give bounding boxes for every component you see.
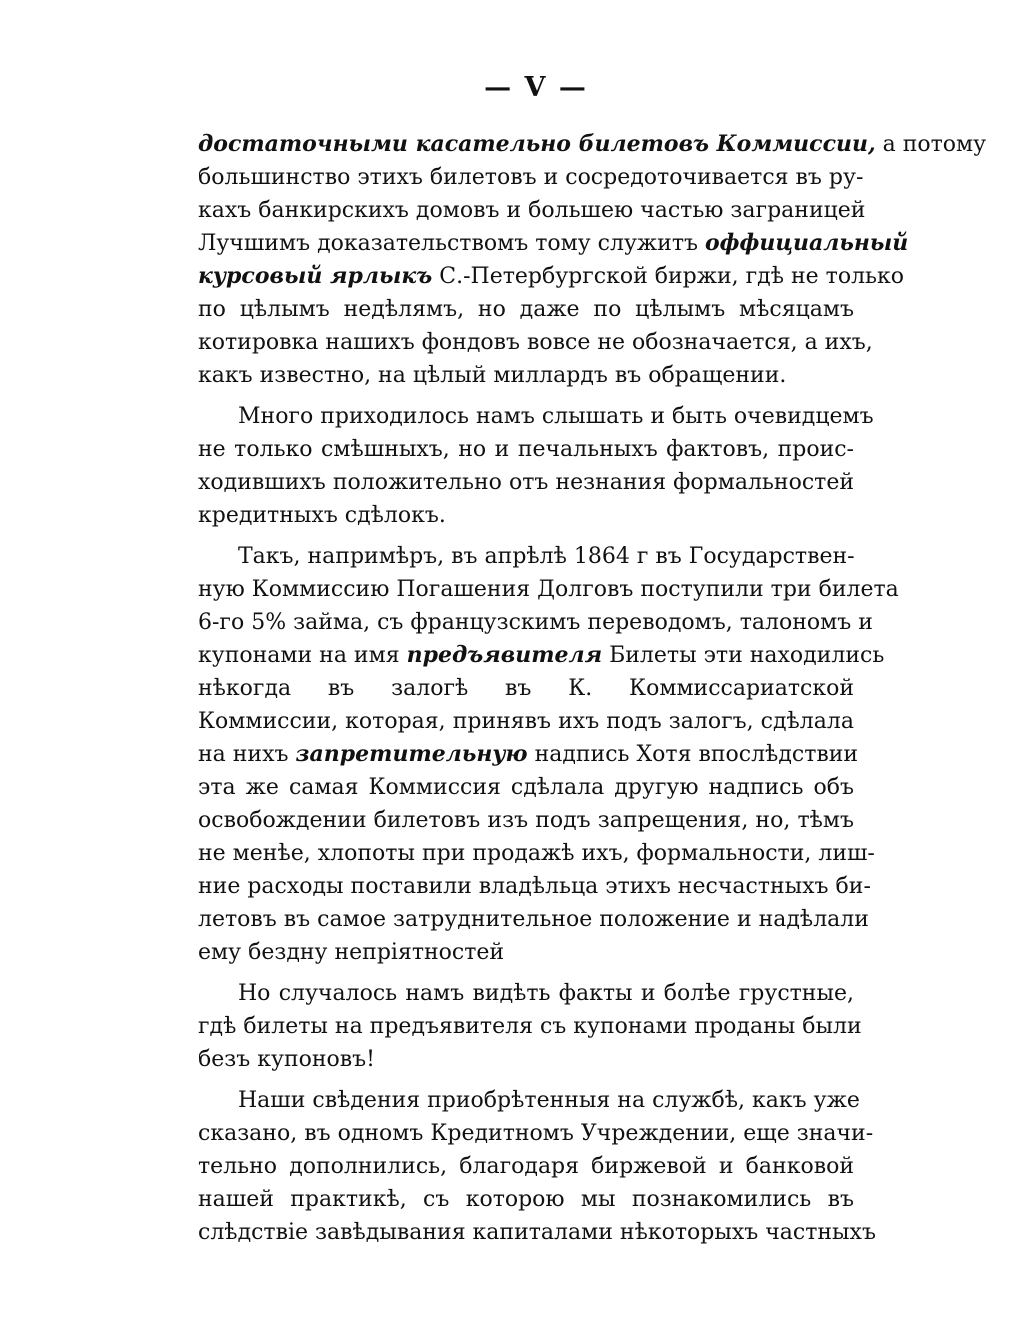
text-line xyxy=(198,837,875,870)
text-line xyxy=(198,903,869,936)
text-line xyxy=(198,293,854,326)
text-line xyxy=(198,1043,854,1076)
text-line xyxy=(198,359,854,392)
text-line xyxy=(198,804,854,837)
text-line xyxy=(198,326,873,359)
text-segment: эта же самая Коммиссия сдѣлала другую надпись объ xyxy=(198,775,854,800)
paragraph xyxy=(198,128,987,392)
text-line xyxy=(198,738,859,771)
text-line xyxy=(198,260,905,293)
paragraph xyxy=(198,400,874,532)
text-segment: котировка нашихъ фондовъ вовсе не обозначается, а ихъ, xyxy=(198,330,873,355)
text-line xyxy=(198,128,987,161)
emphasized-text: предъявителя xyxy=(406,642,603,668)
text-segment: какъ известно, на цѣлый миллардъ въ обращении. xyxy=(198,363,787,388)
text-segment: нѣкогда въ залогѣ въ К. Коммиссариатской xyxy=(198,676,854,701)
text-line xyxy=(198,936,854,969)
paragraph xyxy=(198,1084,876,1249)
text-segment: купонами на имя xyxy=(198,643,407,668)
text-segment: сказано, въ одномъ Кредитномъ Учреждении, еще значи- xyxy=(198,1121,874,1146)
text-segment: ему бездну непрiятностей xyxy=(198,940,505,965)
text-segment: кредитныхъ сдѣлокъ. xyxy=(198,503,446,528)
text-line xyxy=(198,672,854,705)
text-segment: не менѣе, хлопоты при продажѣ ихъ, формальности, лиш- xyxy=(198,841,875,866)
text-segment: 6-го 5% займа, съ французскимъ переводомъ, талономъ и xyxy=(198,610,873,635)
text-line xyxy=(198,1117,874,1150)
text-segment: по цѣлымъ недѣлямъ, но даже по цѣлымъ мѣсяцамъ xyxy=(198,297,854,322)
text-line xyxy=(198,161,864,194)
text-line xyxy=(198,466,854,499)
text-line xyxy=(198,400,874,433)
text-segment: не только смѣшныхъ, но и печальныхъ фактовъ, проис- xyxy=(198,437,854,462)
text-segment: на нихъ xyxy=(198,742,296,767)
text-line xyxy=(198,870,871,903)
body-text xyxy=(198,128,987,1249)
text-line xyxy=(198,1183,854,1216)
text-segment: освобождении билетовъ изъ подъ запрещения, но, тѣмъ xyxy=(198,808,854,833)
paragraph xyxy=(198,540,899,969)
text-segment: ную Коммиссию Погашения Долговъ поступили три билета xyxy=(198,577,899,602)
paragraph xyxy=(198,977,862,1076)
text-segment: летовъ въ самое затруднительное положение и надѣлали xyxy=(198,907,869,932)
emphasized-text: достаточными касательно билетовъ Коммиссии, xyxy=(198,131,876,157)
text-line xyxy=(198,499,854,532)
text-segment: надпись Хотя впослѣдствии xyxy=(527,742,859,767)
text-line xyxy=(198,606,873,639)
text-line xyxy=(198,1010,862,1043)
text-line xyxy=(198,639,885,672)
text-segment: С.-Петербургской биржи, гдѣ не только xyxy=(432,264,905,289)
text-line xyxy=(198,977,854,1010)
text-line xyxy=(198,540,854,573)
text-line xyxy=(198,1216,876,1249)
text-line xyxy=(198,705,854,738)
text-segment: гдѣ билеты на предъявителя съ купонами проданы были xyxy=(198,1014,862,1039)
text-segment: Коммиссии, которая, принявъ ихъ подъ залогъ, сдѣлала xyxy=(198,709,854,734)
text-line xyxy=(198,573,899,606)
emphasized-text: курсовый ярлыкъ xyxy=(198,263,433,289)
text-segment: ние расходы поставили владѣльца этихъ несчастныхъ би- xyxy=(198,874,871,899)
text-segment: Билеты эти находились xyxy=(602,643,885,668)
text-line xyxy=(198,1150,854,1183)
text-line xyxy=(198,433,854,466)
text-segment: большинство этихъ билетовъ и сосредоточивается въ ру- xyxy=(198,165,864,190)
text-segment: безъ купоновъ! xyxy=(198,1047,375,1072)
emphasized-text: запретительную xyxy=(295,741,528,767)
text-segment: тельно дополнились, благодаря биржевой и банковой xyxy=(198,1154,854,1179)
text-line xyxy=(198,1084,860,1117)
text-segment: Лучшимъ доказательствомъ тому служитъ xyxy=(198,231,705,256)
emphasized-text: оффициальный xyxy=(704,230,909,256)
text-segment: нашей практикѣ, съ которою мы познакомились въ xyxy=(198,1187,854,1212)
page-number: — V — xyxy=(484,72,588,103)
text-line xyxy=(198,771,854,804)
text-segment: Много приходилось намъ слышать и быть очевидцемъ xyxy=(238,404,874,429)
text-line xyxy=(198,227,909,260)
text-segment: Такъ, напримѣръ, въ апрѣлѣ 1864 г въ Государствен- xyxy=(238,544,855,569)
text-segment: Наши свѣдения приобрѣтенныя на службѣ, какъ уже xyxy=(238,1088,860,1113)
text-segment: Но случалось намъ видѣть факты и болѣе грустные, xyxy=(238,981,854,1006)
text-segment: слѣдствiе завѣдывания капиталами нѣкоторыхъ частныхъ xyxy=(198,1220,876,1245)
text-segment: ходившихъ положительно отъ незнания формальностей xyxy=(198,470,854,495)
text-line xyxy=(198,194,866,227)
text-segment: кахъ банкирскихъ домовъ и большею частью заграницей xyxy=(198,198,866,223)
text-segment: а потому xyxy=(875,132,987,157)
